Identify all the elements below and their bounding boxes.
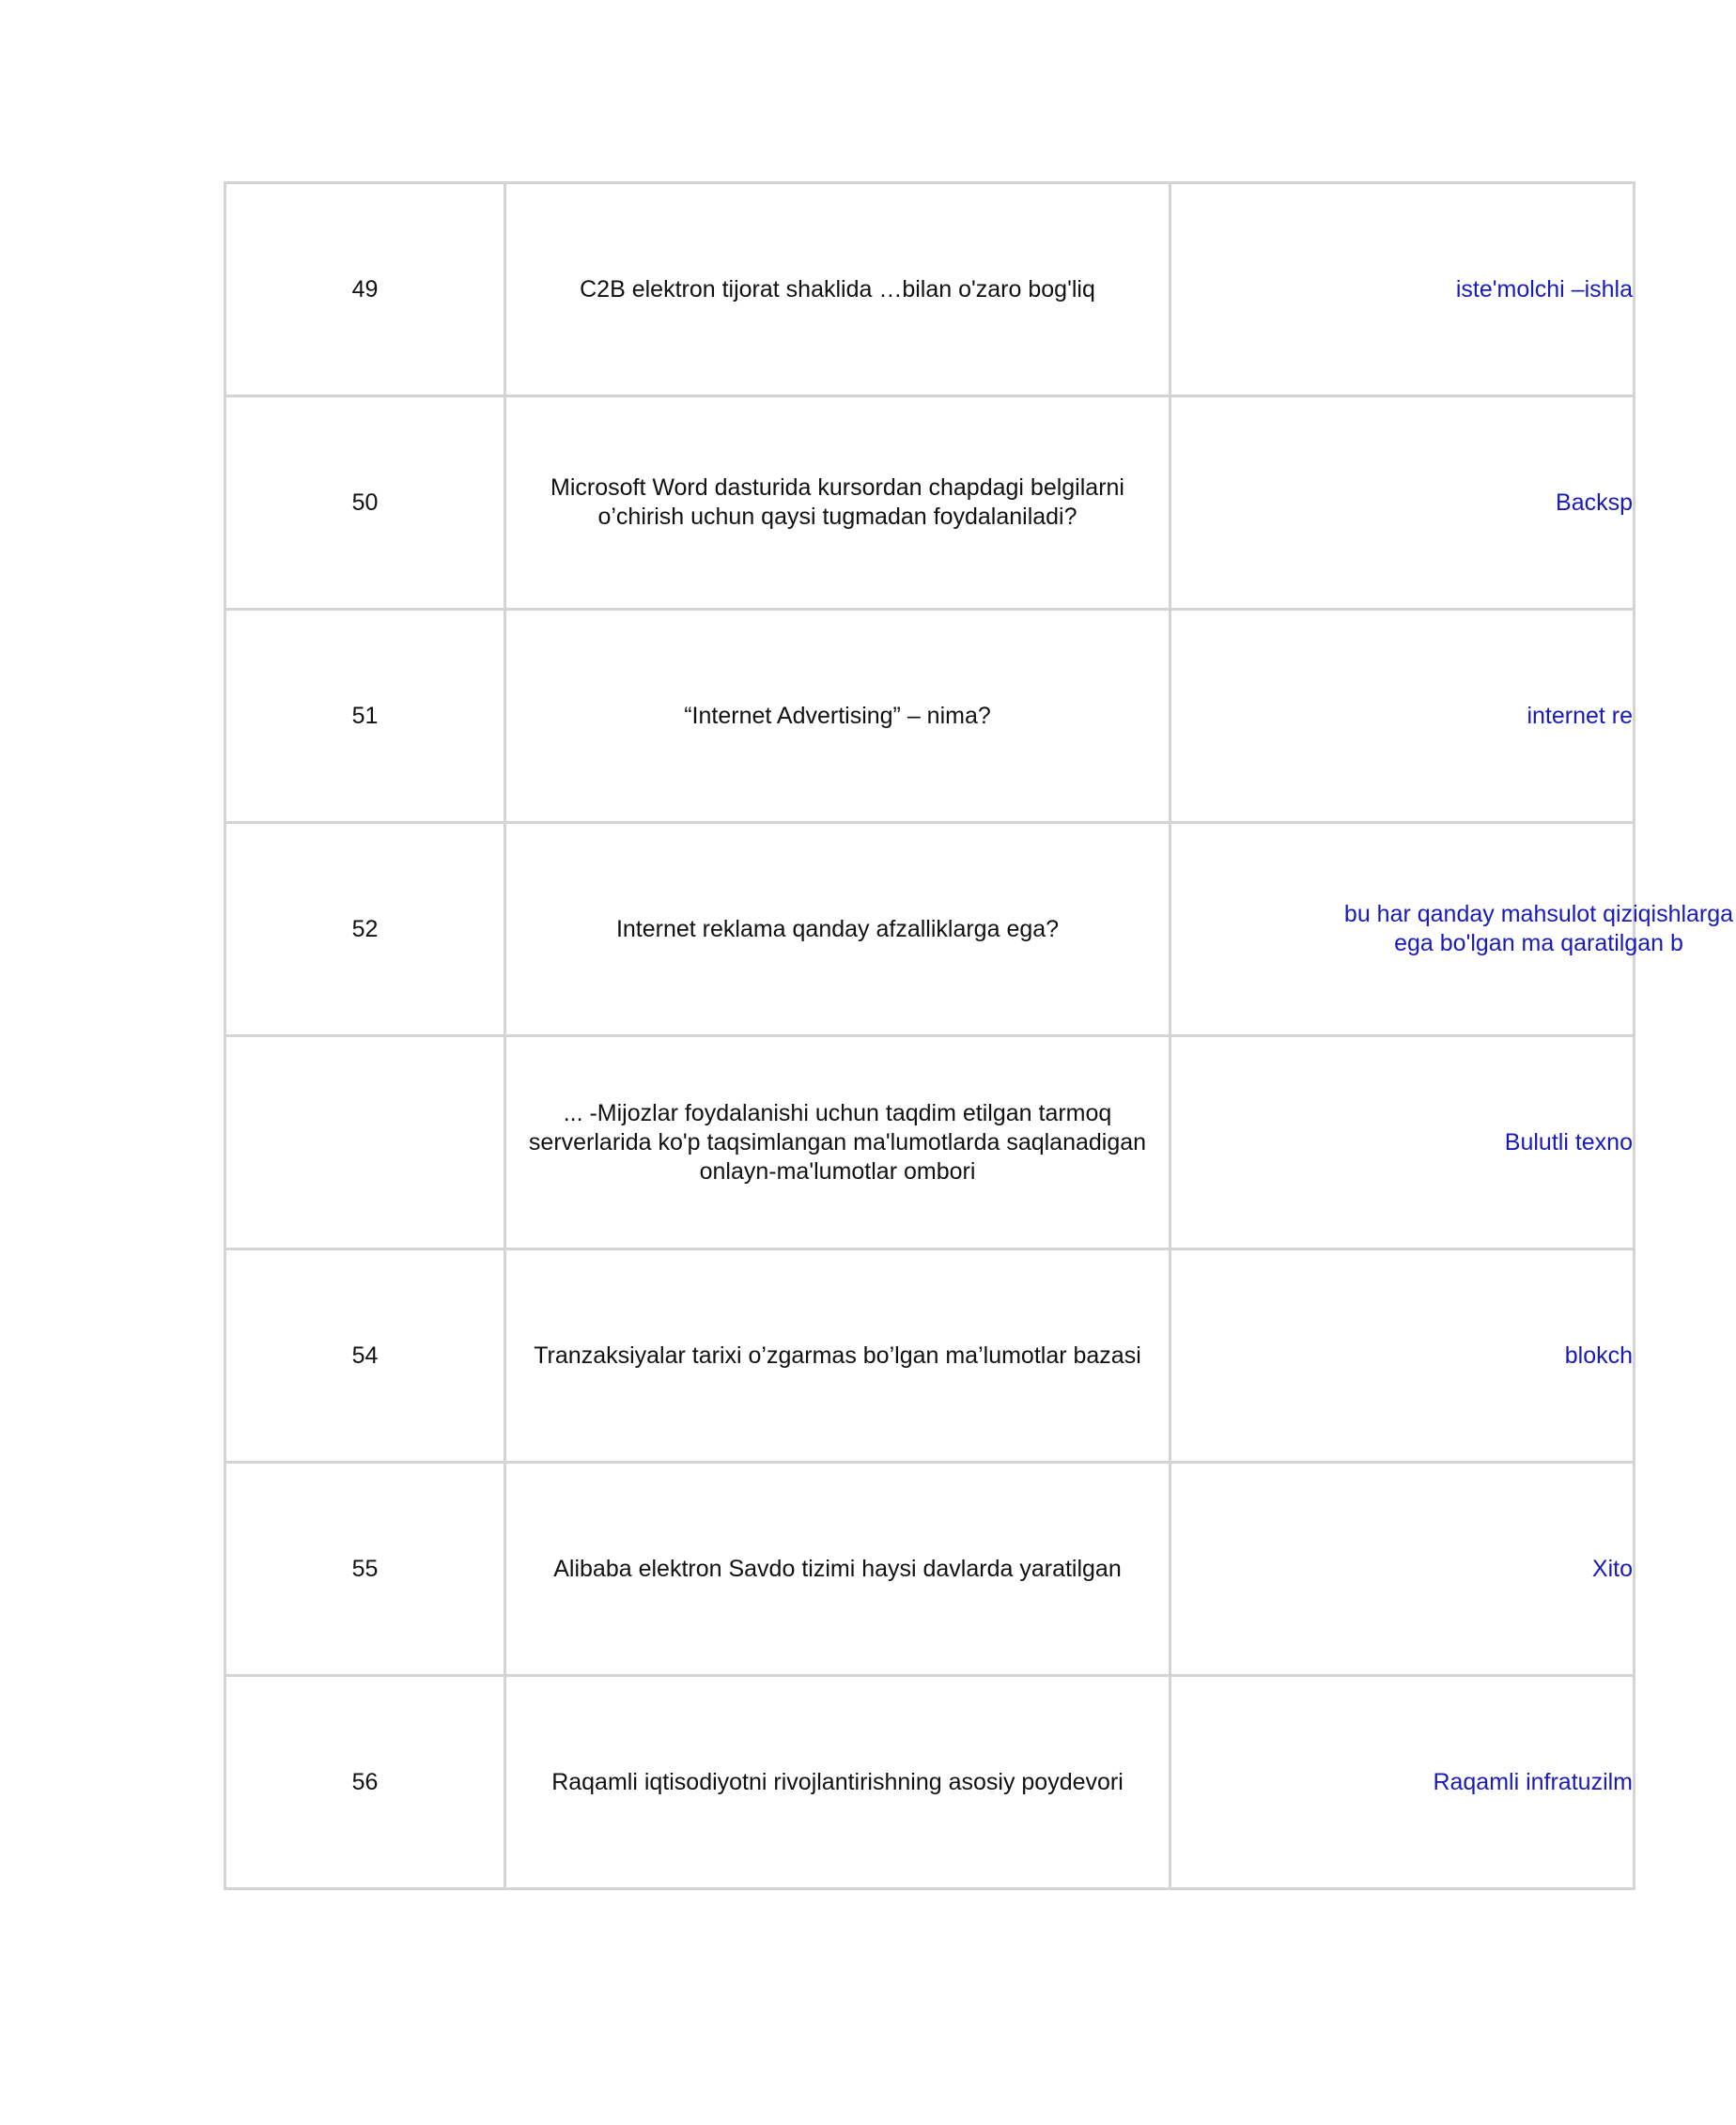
question-cell: Tranzaksiyalar tarixi o’zgarmas bo’lgan ma’lumotlar bazasi [505, 1249, 1170, 1463]
answer-cell [1170, 610, 1635, 823]
answer-text: Raqamli infratuzilm [1433, 1768, 1633, 1795]
table-row [225, 1249, 1635, 1463]
question-cell: Raqamli iqtisodiyotni rivojlantirishning asosiy poydevori [505, 1676, 1170, 1889]
questions-table [224, 181, 1734, 1890]
table-row [225, 610, 1635, 823]
row-number: 54 [225, 1249, 505, 1463]
answer-text: bu har qanday mahsulot qiziqishlarga ega bo'lgan ma qaratilgan b [1343, 901, 1734, 956]
question-cell: Internet reklama qanday afzalliklarga ega? [505, 823, 1170, 1036]
row-number: 51 [225, 610, 505, 823]
answer-text: Xito [1591, 1555, 1633, 1582]
row-number: 50 [225, 396, 505, 610]
row-number: 55 [225, 1463, 505, 1676]
question-cell: Microsoft Word dasturida kursordan chapdagi belgilarni o’chirish uchun qaysi tugmadan foydalaniladi? [505, 396, 1170, 610]
answer-cell [1170, 1463, 1635, 1676]
question-cell: C2B elektron tijorat shaklida …bilan o'zaro bog'liq [505, 183, 1170, 396]
answer-cell [1170, 183, 1635, 396]
table-row [225, 396, 1635, 610]
answer-cell [1170, 1036, 1635, 1249]
questions-table-container [224, 181, 1734, 1914]
table-row [225, 823, 1635, 1036]
table-row [225, 1036, 1635, 1249]
answer-text: Bulutli texno [1504, 1128, 1633, 1156]
question-cell: “Internet Advertising” – nima? [505, 610, 1170, 823]
answer-cell [1170, 1676, 1635, 1889]
question-cell: Alibaba elektron Savdo tizimi haysi davlarda yaratilgan [505, 1463, 1170, 1676]
answer-text: internet re [1527, 702, 1633, 729]
row-number: 49 [225, 183, 505, 396]
question-cell: ... -Mijozlar foydalanishi uchun taqdim etilgan tarmoq serverlarida ko'p taqsimlangan ma'lumotlarda saqlanadigan onlayn-ma'lumotlar ombori [505, 1036, 1170, 1249]
row-number [225, 1036, 505, 1249]
table-row [225, 1463, 1635, 1676]
answer-cell [1170, 1249, 1635, 1463]
table-row [225, 183, 1635, 396]
answer-text: iste'molchi –ishla [1455, 275, 1633, 302]
answer-cell [1170, 396, 1635, 610]
row-number: 56 [225, 1676, 505, 1889]
answer-text: blokch [1564, 1342, 1633, 1369]
table-row [225, 1676, 1635, 1889]
answer-cell [1170, 823, 1734, 1036]
answer-text: Backsp [1556, 489, 1633, 516]
row-number: 52 [225, 823, 505, 1036]
